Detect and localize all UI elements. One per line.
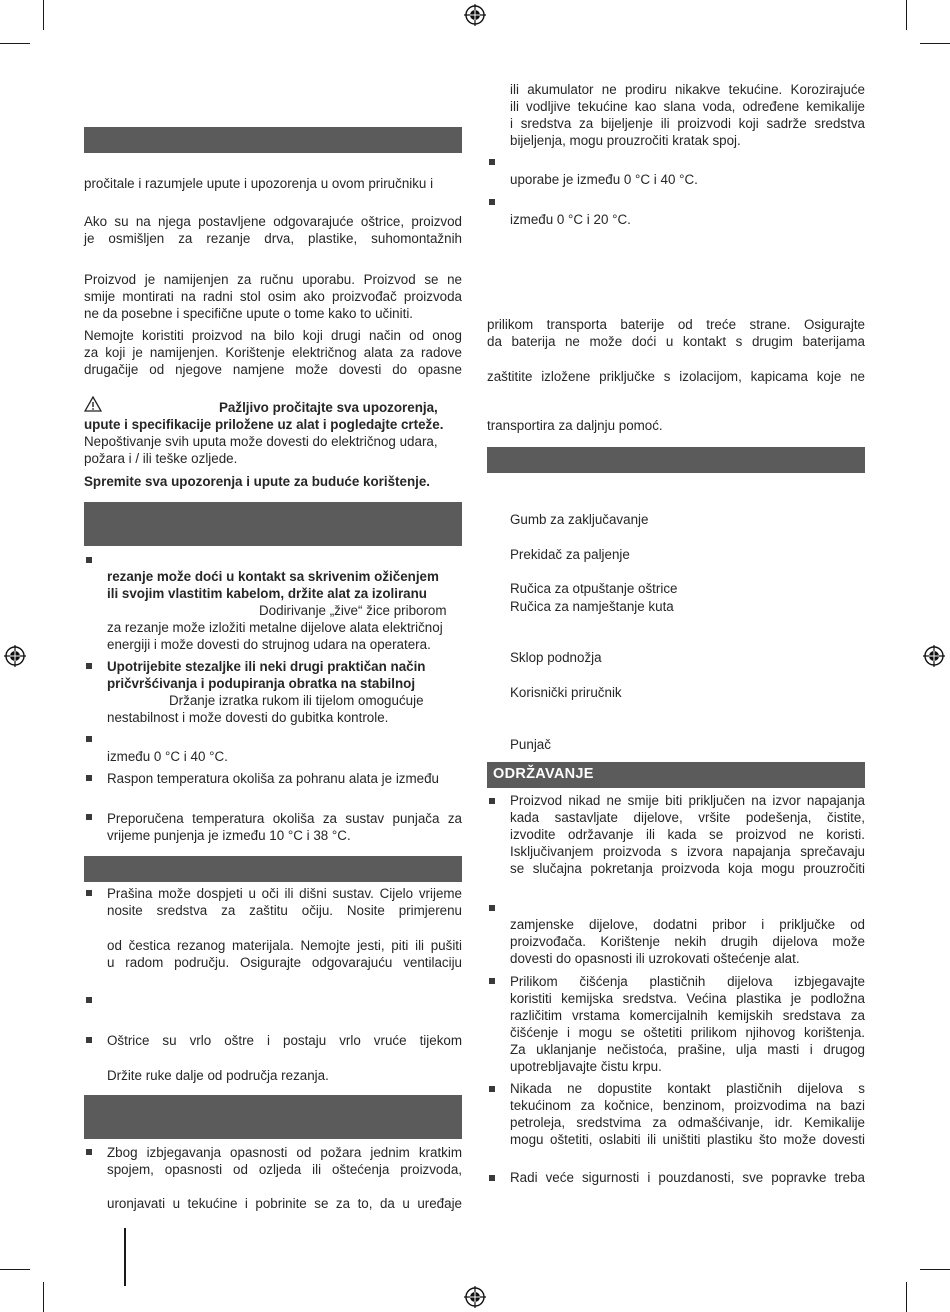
- registration-mark-icon: [464, 4, 486, 26]
- list-item: energiji i može dovesti do strujnog udara na operatera.: [107, 637, 431, 652]
- crop-mark: [0, 1269, 30, 1270]
- crop-mark: [0, 43, 30, 44]
- list-item: od čestica rezanog materijala. Nemojte jesti, piti ili pušiti: [107, 938, 462, 953]
- list-item: izvodite održavanje ili kada se proizvod ne koristi.: [510, 827, 865, 842]
- warning-text: Nepoštivanje svih uputa može dovesti do električnog udara,: [84, 434, 438, 449]
- body-text: za koji je namijenjen. Korištenje električnog alata za radove: [84, 345, 462, 360]
- list-item: proizvođača. Korištenje nekih drugih dijelova može: [510, 934, 865, 949]
- bullet-icon: [489, 159, 495, 165]
- section-header-bar: [84, 502, 462, 546]
- list-item: mogu oštetiti, oslabiti ili uništiti plastiku što može dovesti: [510, 1132, 865, 1147]
- warning-text: Pažljivo pročitajte sva upozorenja,: [219, 400, 438, 415]
- list-item: Prilikom čišćenja plastičnih dijelova izbjegavajte: [510, 974, 865, 989]
- body-text: smije montirati na radni stol osim ako proizvođač proizvoda: [84, 289, 462, 304]
- crop-mark: [43, 1282, 44, 1312]
- list-item: ili svojim vlastitim kabelom, držite alat za izoliranu: [107, 586, 427, 601]
- list-item: Držite ruke dalje od područja rezanja.: [107, 1068, 329, 1083]
- bullet-icon: [86, 890, 92, 896]
- body-text: ili vodljive tekućine kao slana voda, određene kemikalije: [510, 99, 865, 114]
- list-item: Prašina može dospjeti u oči ili dišni sustav. Cijelo vrijeme: [107, 886, 462, 901]
- bullet-icon: [86, 775, 92, 781]
- body-text: ne da posebne i specifične upute o tome kako to učiniti.: [84, 306, 414, 321]
- bullet-icon: [489, 199, 495, 205]
- list-item: vrijeme punjenja je između 10 °C i 38 °C.: [107, 828, 351, 843]
- list-item: za rezanje može izložiti metalne dijelove alata električnoj: [107, 620, 443, 635]
- list-item: upotrebljavajte čistu krpu.: [510, 1059, 662, 1074]
- list-item: između 0 °C i 40 °C.: [107, 749, 228, 764]
- registration-mark-icon: [464, 1286, 486, 1308]
- section-header-bar: [84, 1095, 462, 1139]
- warning-text: požara i / ili teške ozljede.: [84, 451, 238, 466]
- body-text: transportira za daljnju pomoć.: [487, 418, 663, 433]
- list-item: uronjavati u tekućine i pobrinite se za to, da u uređaje: [107, 1196, 462, 1211]
- bullet-icon: [489, 978, 495, 984]
- list-item: između 0 °C i 20 °C.: [510, 212, 631, 227]
- part-list-item: Sklop podnožja: [510, 650, 602, 665]
- bullet-icon: [86, 663, 92, 669]
- bullet-icon: [86, 997, 92, 1003]
- part-list-item: Ručica za otpuštanje oštrice: [510, 581, 678, 596]
- list-item: Radi veće sigurnosti i pouzdanosti, sve popravke treba: [510, 1170, 865, 1185]
- section-header-bar: [84, 127, 462, 153]
- maintenance-header: [487, 762, 865, 788]
- list-item: Raspon temperatura okoliša za pohranu alata je između: [107, 771, 439, 786]
- list-item: Isključivanjem proizvoda s izvora napajanja sprečavaju: [510, 844, 865, 859]
- warning-text: upute i specifikacije priložene uz alat i pogledajte crteže.: [84, 417, 444, 432]
- body-text: i sredstva za bijeljenje ili proizvodi koji sadrže sredstva: [510, 116, 865, 131]
- save-instructions: Spremite sva upozorenja i upute za buduće korištenje.: [84, 474, 431, 489]
- list-item: petroleja, sredstvima za odmašćivanje, idr. Kemikalije: [510, 1115, 865, 1130]
- list-item: pričvršćivanja i podupiranja obratka na stabilnoj: [107, 676, 416, 691]
- body-text: ili akumulator ne prodiru nikakve tekućine. Korozirajuće: [510, 82, 865, 97]
- bullet-icon: [86, 1149, 92, 1155]
- crop-mark: [906, 1282, 907, 1312]
- crop-mark: [43, 0, 44, 30]
- list-item: nosite sredstva za zaštitu očiju. Nosite primjerenu: [107, 903, 462, 918]
- list-item: Proizvod nikad ne smije biti priključen na izvor napajanja: [510, 793, 865, 808]
- body-text: pročitale i razumjele upute i upozorenja u ovom priručniku i: [84, 176, 434, 191]
- bullet-icon: [489, 798, 495, 804]
- list-item: Držanje izratka rukom ili tijelom omogućuje: [169, 693, 424, 708]
- body-text: je osmišljen za rezanje drva, plastike, suhomontažnih: [84, 231, 462, 246]
- body-text: da baterija ne može doći u kontakt s drugim baterijama: [487, 334, 865, 349]
- crop-mark: [920, 43, 950, 44]
- part-list-item: Prekidač za paljenje: [510, 547, 630, 562]
- list-item: tekućinom za kočnice, benzinom, proizvodima na bazi: [510, 1098, 865, 1113]
- list-item: koristiti kemijska sredstva. Većina plastika je podložna: [510, 991, 865, 1006]
- bullet-icon: [489, 1175, 495, 1181]
- list-item: dovesti do opasnosti ili uzrokovati oštećenje alat.: [510, 951, 800, 966]
- list-item: različitim vrstama komercijalnih kemijskih sredstava za: [510, 1008, 865, 1023]
- section-header-bar: [84, 856, 462, 882]
- list-item: Upotrijebite stezaljke ili neki drugi praktičan način: [107, 659, 426, 674]
- part-list-item: Ručica za namještanje kuta: [510, 599, 674, 614]
- list-item: uporabe je između 0 °C i 40 °C.: [510, 172, 698, 187]
- page-margin-line: [124, 1228, 126, 1286]
- list-item: nestabilnost i može dovesti do gubitka kontrole.: [107, 710, 389, 725]
- registration-mark-icon: [923, 645, 945, 667]
- part-list-item: Punjač: [510, 737, 551, 752]
- bullet-icon: [489, 1086, 495, 1092]
- bullet-icon: [489, 905, 495, 911]
- body-text: prilikom transporta baterije od treće strane. Osigurajte: [487, 317, 865, 332]
- section-header-bar: [487, 447, 865, 473]
- list-item: Oštrice su vrlo oštre i postaju vrlo vruće tijekom: [107, 1033, 462, 1048]
- list-item: Nikada ne dopustite kontakt plastičnih dijelova s: [510, 1081, 865, 1096]
- list-item: spojem, opasnosti od ozljeda ili oštećenja proizvoda,: [107, 1162, 462, 1177]
- bullet-icon: [86, 1037, 92, 1043]
- list-item: Zbog izbjegavanja opasnosti od požara jednim kratkim: [107, 1145, 462, 1160]
- list-item: Dodirivanje „žive“ žice priborom: [259, 603, 447, 618]
- body-text: Nemojte koristiti proizvod na bilo koji drugi način od onog: [84, 328, 462, 343]
- body-text: Proizvod je namijenjen za ručnu uporabu. Proizvod se ne: [84, 272, 462, 287]
- list-item: čišćenje i mogu se oštetiti prilikom njihovog korištenja.: [510, 1025, 865, 1040]
- registration-mark-icon: [4, 645, 26, 667]
- body-text: drugačije od njegove namjene može dovesti do opasne: [84, 362, 462, 377]
- list-item: u radom području. Osigurajte odgovarajuću ventilaciju: [107, 955, 462, 970]
- bullet-icon: [86, 736, 92, 742]
- list-item: se slučajna pokretanja proizvoda koja mogu prouzročiti: [510, 861, 865, 876]
- body-text: Ako su na njega postavljene odgovarajuće oštrice, proizvod: [84, 214, 462, 229]
- list-item: Preporučena temperatura okoliša za sustav punjača za: [107, 811, 462, 826]
- body-text: bijeljenja, mogu prouzročiti kratak spoj.: [510, 133, 741, 148]
- part-list-item: Korisnički priručnik: [510, 685, 622, 700]
- crop-mark: [920, 1269, 950, 1270]
- warning-triangle-icon: [84, 396, 102, 412]
- section-title: ODRŽAVANJE: [493, 766, 594, 782]
- bullet-icon: [86, 557, 92, 563]
- bullet-icon: [86, 814, 92, 820]
- part-list-item: Gumb za zaključavanje: [510, 512, 649, 527]
- list-item: rezanje može doći u kontakt sa skrivenim ožičenjem: [107, 569, 439, 584]
- list-item: kada sastavljate dijelove, vršite podešenja, čistite,: [510, 810, 865, 825]
- list-item: zamjenske dijelove, dodatni pribor i priključke od: [510, 917, 865, 932]
- list-item: Za uklanjanje nečistoća, prašine, ulja masti i drugog: [510, 1042, 865, 1057]
- crop-mark: [906, 0, 907, 30]
- body-text: zaštitite izložene priključke s izolacijom, kapicama koje ne: [487, 369, 865, 384]
